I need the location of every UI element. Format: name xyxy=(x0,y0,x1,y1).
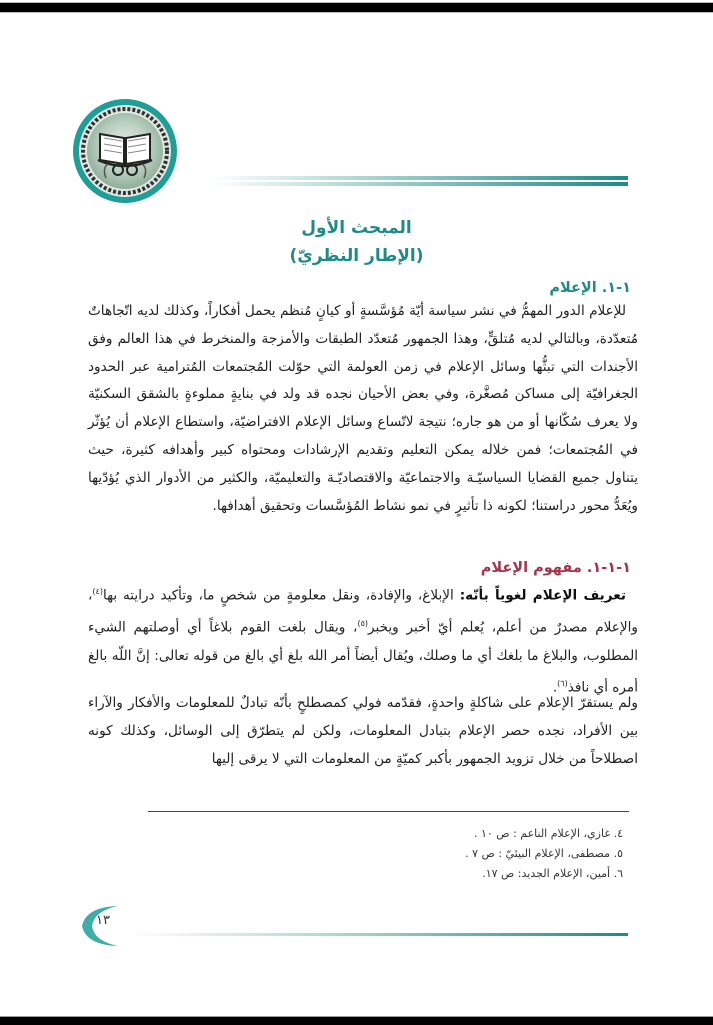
term-paragraph xyxy=(88,690,638,773)
chapter-title: المبحث الأول xyxy=(301,218,412,238)
footnote-ref-4[interactable]: (٤) xyxy=(92,587,103,596)
section-heading-media-concept: ١-١-١. مفهوم الإعلام xyxy=(480,560,631,576)
footnotes-list xyxy=(465,824,623,884)
paragraph-text: للإعلام الدور المهمُّ في نشر سياسة أيّة مُؤسَّسةٍ أو كيانٍ مُنظم يحمل أفكاراً، وكذلك لديه اتّجاهاتٌ مُتعدّدة، وبالتالي لديه مُتلقٍّ، وهذا الجمهور مُتعدّد الطبقات والأمزجة والمنخرط في هذا العالم وفق الأجندات التي تبثُّها وسائل الإعلام في زمن العولمة التي حوّلت المُجتمعات المُترامية عبر الحدود الجغرافيّة إلى مساكن مُصغَّرة، وفي بعض الأحيان نجده قد ولد في بنايةٍ مملوءةٍ بالشقق السكنيّة ولا يعرف سُكّانها أو من هو جاره؛ نتيجة لاتّساع وسائل الإعلام الافتراضيّة، واستطاع الإعلام أن يُؤثّر في المُجتمعات؛ فمن خلاله يمكن التعليم وتقديم الإرشادات ومحتواه كبير وأهدافه كثيرة، حيث يتناول جميع القضايا السياسيّـة والاجتماعيّة والاقتصاديّـة والتعليميّة، والكثير من الأدوار الذي يُؤدّيها ويُعَدُّ محور دراستنا؛ لكونه ذا تأثيرٍ في نمو نشاط المُؤسَّسات وتحقيق أهدافها. xyxy=(88,303,638,514)
page-number: ١٣ xyxy=(96,913,110,928)
footer-decorative-rule xyxy=(130,933,628,941)
footnote-5: ٥. مصطفى، الإعلام البيئيّ : ص ٧ . xyxy=(465,847,623,860)
footnote-4: ٤. غازي، الإعلام الناعم : ص ١٠ . xyxy=(473,827,623,840)
definition-text-end: . xyxy=(552,679,558,696)
university-emblem-icon xyxy=(72,98,178,204)
section-media-paragraph xyxy=(88,298,638,520)
paragraph-text: ولم يستقرّ الإعلام على شاكلةٍ واحدةٍ، فقدّمه فولي كمصطلحٍ بأنّه تبادلٌ للمعلومات والأفكار والآراء بين الأفراد، نجده حصر الإعلام بتبادل المعلومات، ولكن لم يتطرّق إلى الوسائل، وكذلك كونه اصطلاحاً من خلال تزويد الجمهور بأكبر كميّةٍ من المعلومات التي لا يرقى إليها xyxy=(88,695,638,767)
footnote-6: ٦. أمين، الإعلام الجديد: ص ١٧. xyxy=(482,867,623,880)
footnote-ref-6[interactable]: (٦) xyxy=(557,679,568,689)
definition-paragraph xyxy=(88,578,638,703)
definition-text-2: ، والإعلام مصدرٌ من أعلم، يُعلم أيّ أخبر ويخبر xyxy=(88,587,638,636)
section-heading-media: ١-١. الإعلام xyxy=(549,280,631,296)
top-black-bar xyxy=(0,2,713,13)
footnote-ref-5[interactable]: (٥) xyxy=(357,619,368,629)
header-decorative-rule xyxy=(210,176,628,186)
definition-text-1: الإبلاغ، والإفادة، ونقل معلومةٍ من شخصٍ ما، وتأكيد درايته بها xyxy=(102,587,460,604)
page-number-arc-icon xyxy=(78,903,158,949)
definition-label: تعريف الإعلام لغوياً بأنّه: xyxy=(459,587,626,604)
definition-text-3: ، ويقال بلغت القوم بلاغاً أي أوصلتهم الشيء المطلوب، والبلاغ ما بلغك أي ما وصلك، ويُقال أيضاً أمر الله بلغ أي بالغ من قوله تعالى: إنَّ اللّه بالغ أمره أي نافذ xyxy=(88,619,638,696)
chapter-subtitle: (الإطار النظريّ) xyxy=(289,246,424,266)
footnote-divider xyxy=(148,811,629,812)
